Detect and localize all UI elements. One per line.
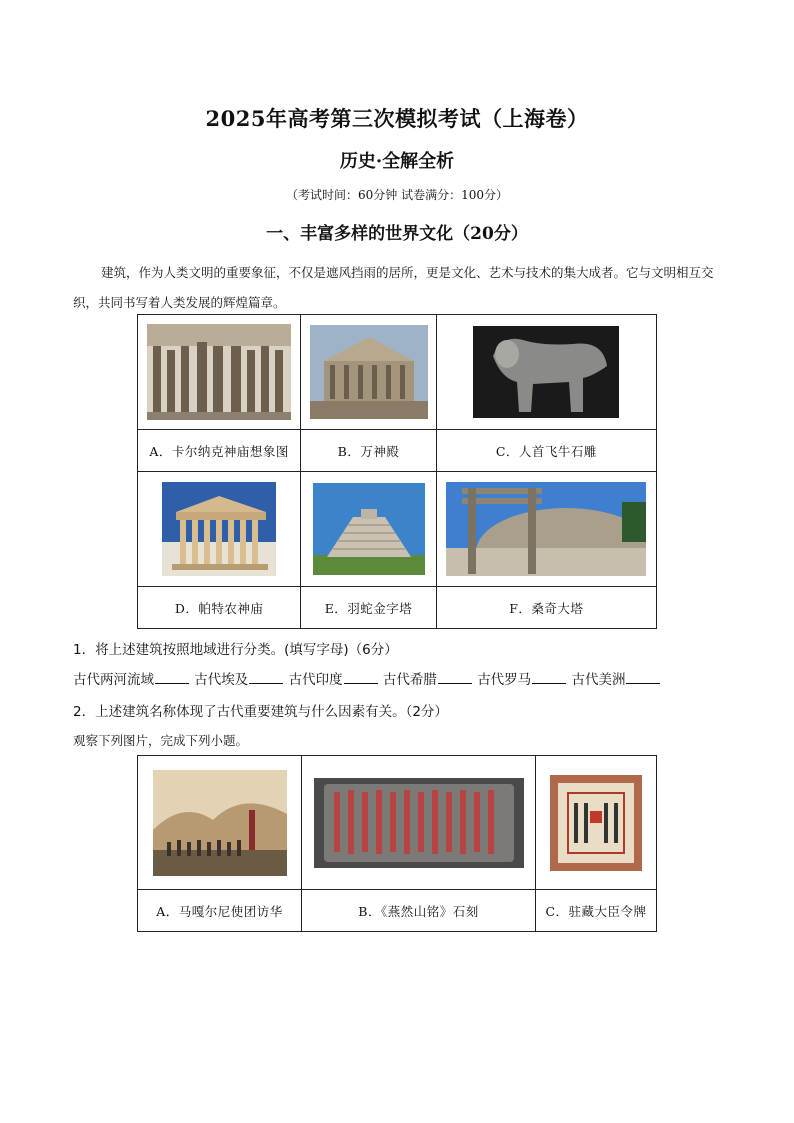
image-pantheon — [301, 315, 436, 430]
question-1-blanks — [73, 668, 661, 688]
image-sanchi-stupa — [436, 472, 656, 587]
region-label: 古代罗马 — [477, 672, 532, 688]
exam-title: 2025年高考第三次模拟考试（上海卷） — [205, 106, 589, 131]
image-parthenon — [138, 472, 301, 587]
image-macartney-embassy — [138, 756, 302, 890]
caption-a: A．卡尔纳克神庙想象图 — [138, 430, 301, 472]
question-2: 2．上述建筑名称体现了古代重要建筑与什么因素有关。（2分） — [73, 704, 448, 720]
caption-b2: B．《燕然山铭》石刻 — [302, 890, 536, 932]
image-lamassu — [436, 315, 656, 430]
region-label: 古代希腊 — [382, 672, 437, 688]
answer-blank[interactable] — [344, 669, 378, 684]
exam-subtitle: 历史·全解全析 — [339, 151, 455, 172]
caption-c2: C．驻藏大臣令牌 — [536, 890, 657, 932]
question-1: 1．将上述建筑按照地域进行分类。(填写字母)（6分） — [73, 642, 398, 658]
image-kukulkan — [301, 472, 436, 587]
history-images-table — [137, 755, 657, 932]
image-karnak — [138, 315, 301, 430]
answer-blank[interactable] — [626, 669, 660, 684]
caption-f: F．桑奇大塔 — [436, 587, 656, 629]
answer-blank[interactable] — [155, 669, 189, 684]
caption-e: E．羽蛇金字塔 — [301, 587, 436, 629]
answer-blank[interactable] — [532, 669, 566, 684]
region-label: 古代两河流域 — [73, 672, 154, 688]
region-label: 古代埃及 — [194, 672, 249, 688]
architecture-table — [137, 314, 657, 629]
caption-c: C．人首飞牛石雕 — [436, 430, 656, 472]
region-label: 古代美洲 — [571, 672, 626, 688]
answer-blank[interactable] — [249, 669, 283, 684]
exam-info: （考试时间：60分钟 试卷满分：100分） — [286, 188, 508, 202]
intro-paragraph: 建筑，作为人类文明的重要象征，不仅是遮风挡雨的居所，更是文化、艺术与技术的集大成者。它与文明相互交织，共同书写着人类发展的辉煌篇章。 — [73, 265, 714, 310]
image-yanran-inscription — [302, 756, 536, 890]
observe-instruction: 观察下列图片，完成下列小题。 — [73, 733, 249, 748]
caption-d: D．帕特农神庙 — [138, 587, 301, 629]
section-heading: 一、丰富多样的世界文化（20分） — [266, 224, 528, 244]
answer-blank[interactable] — [438, 669, 472, 684]
region-label: 古代印度 — [288, 672, 343, 688]
caption-a2: A．马嘎尔尼使团访华 — [138, 890, 302, 932]
caption-b: B．万神殿 — [301, 430, 436, 472]
image-amban-token — [536, 756, 657, 890]
